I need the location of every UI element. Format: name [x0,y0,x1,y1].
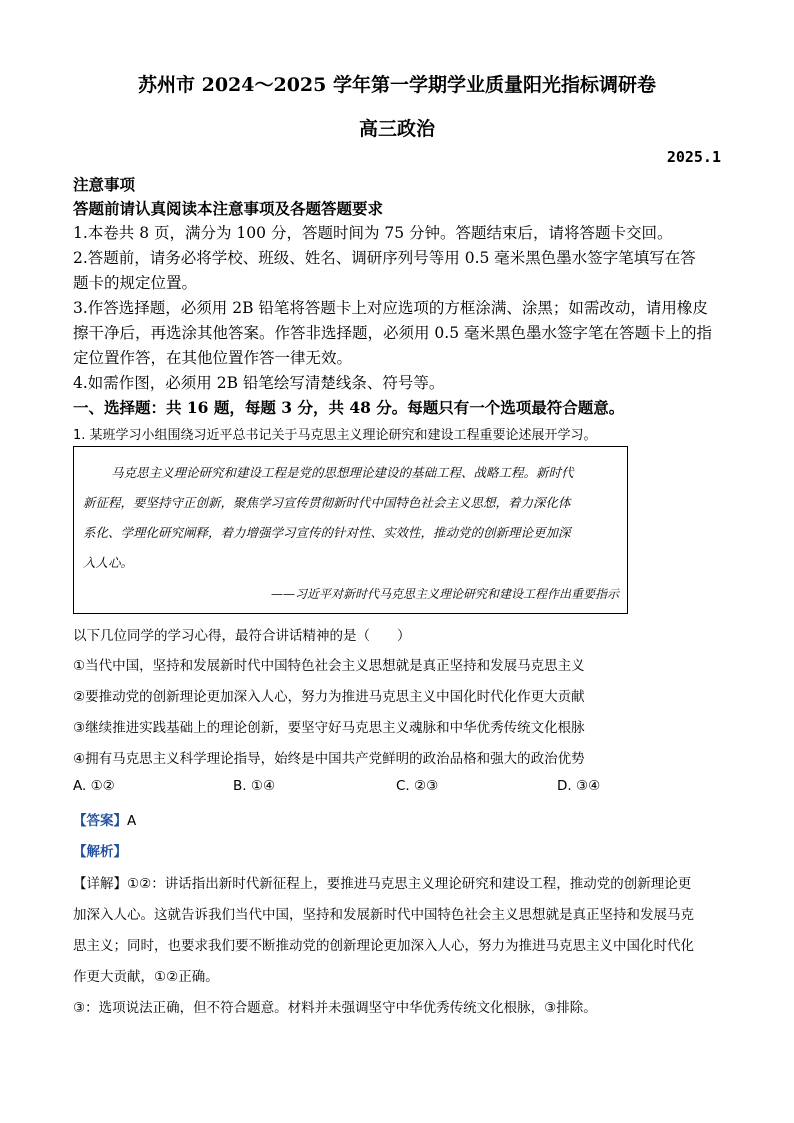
exam-title: 苏州市 2024～2025 学年第一学期学业质量阳光指标调研卷 [138,74,656,96]
detail-line: 作更大贡献，①②正确。 [73,969,219,985]
quote-line: 新征程，要坚持守正创新，聚焦学习宣传贯彻新时代中国特色社会主义思想，着力深化体 [83,495,571,510]
statement: ③继续推进实践基础上的理论创新，要坚守好马克思主义魂脉和中华优秀传统文化根脉 [73,720,585,736]
subject-title: 高三政治 [358,118,435,140]
quote-line: 入人心。 [83,555,134,570]
notice-line: 3.作答选择题，必须用 2B 铅笔将答题卡上对应选项的方框涂满、涂黑；如需改动，请用橡皮 [73,299,708,317]
analysis-row [73,840,725,860]
notice-line: 2.答题前，请务必将学校、班级、姓名、调研序列号等用 0.5 毫米黑色墨水签字笔填写在答 [73,249,696,267]
quote-line: 马克思主义理论研究和建设工程是党的思想理论建设的基础工程、战略工程。新时代 [111,465,574,480]
statement: ①当代中国，坚持和发展新时代中国特色社会主义思想就是真正坚持和发展马克思主义 [73,658,585,674]
detail-line: ③：选项说法正确，但不符合题意。材料并未强调坚守中华优秀传统文化根脉，③排除。 [73,1000,597,1016]
notice-line: 定位置作答，在其他位置作答一律无效。 [73,349,353,367]
exam-date: 2025.1 [666,148,721,166]
detail-line [73,872,725,892]
section-heading: 一、选择题：共 16 题，每题 3 分，共 48 分。每题只有一个选项最符合题意。 [73,398,625,417]
question-stem: 1. 某班学习小组围绕习近平总书记关于马克思主义理论研究和建设工程重要论述展开学习。 [73,428,597,443]
notice-line: 4.如需作图，必须用 2B 铅笔绘写清楚线条、符号等。 [73,374,445,392]
option-d: D. ③④ [557,778,601,794]
option-b: B. ①④ [233,778,276,794]
notice-line: 擦干净后，再选涂其他答案。作答非选择题，必须用 0.5 毫米黑色墨水签字笔在答题卡上的指 [73,324,713,342]
notice-line: 1.本卷共 8 页，满分为 100 分，答题时间为 75 分钟。答题结束后，请将答题卡交回。 [73,224,673,242]
statement: ④拥有马克思主义科学理论指导，始终是中国共产党鲜明的政治品格和强大的政治优势 [73,751,585,767]
notice-subheading: 答题前请认真阅读本注意事项及各题答题要求 [73,199,384,218]
detail-line: 思主义；同时，也要求我们要不断推动党的创新理论更加深入人心，努力为推进马克思主义中国化时代化 [73,938,694,954]
quote-box [73,446,628,614]
answer-row [73,809,725,829]
detail-text: ①②：讲话指出新时代新征程上，要推进马克思主义理论研究和建设工程，推动党的创新理论更 [127,876,692,892]
detail-tag: 【详解】 [73,876,127,892]
quote-source: ——习近平对新时代马克思主义理论研究和建设工程作出重要指示 [270,587,619,601]
statement: ②要推动党的创新理论更加深入人心，努力为推进马克思主义中国化时代化作更大贡献 [73,689,585,705]
answer-tag: 【答案】 [73,813,127,829]
answer-value: A [127,813,137,829]
notice-heading: 注意事项 [73,175,136,194]
question-prompt: 以下几位同学的学习心得，最符合讲话精神的是（ ） [73,628,411,644]
analysis-tag: 【解析】 [73,844,127,860]
quote-line: 系化、学理化研究阐释，着力增强学习宣传的针对性、实效性，推动党的创新理论更加深 [83,525,571,540]
detail-line: 加深入人心。这就告诉我们当代中国，坚持和发展新时代中国特色社会主义思想就是真正坚持和发展马克 [73,907,694,923]
notice-line: 题卡的规定位置。 [73,274,198,292]
option-c: C. ②③ [396,778,439,794]
option-a: A. ①② [73,778,115,794]
